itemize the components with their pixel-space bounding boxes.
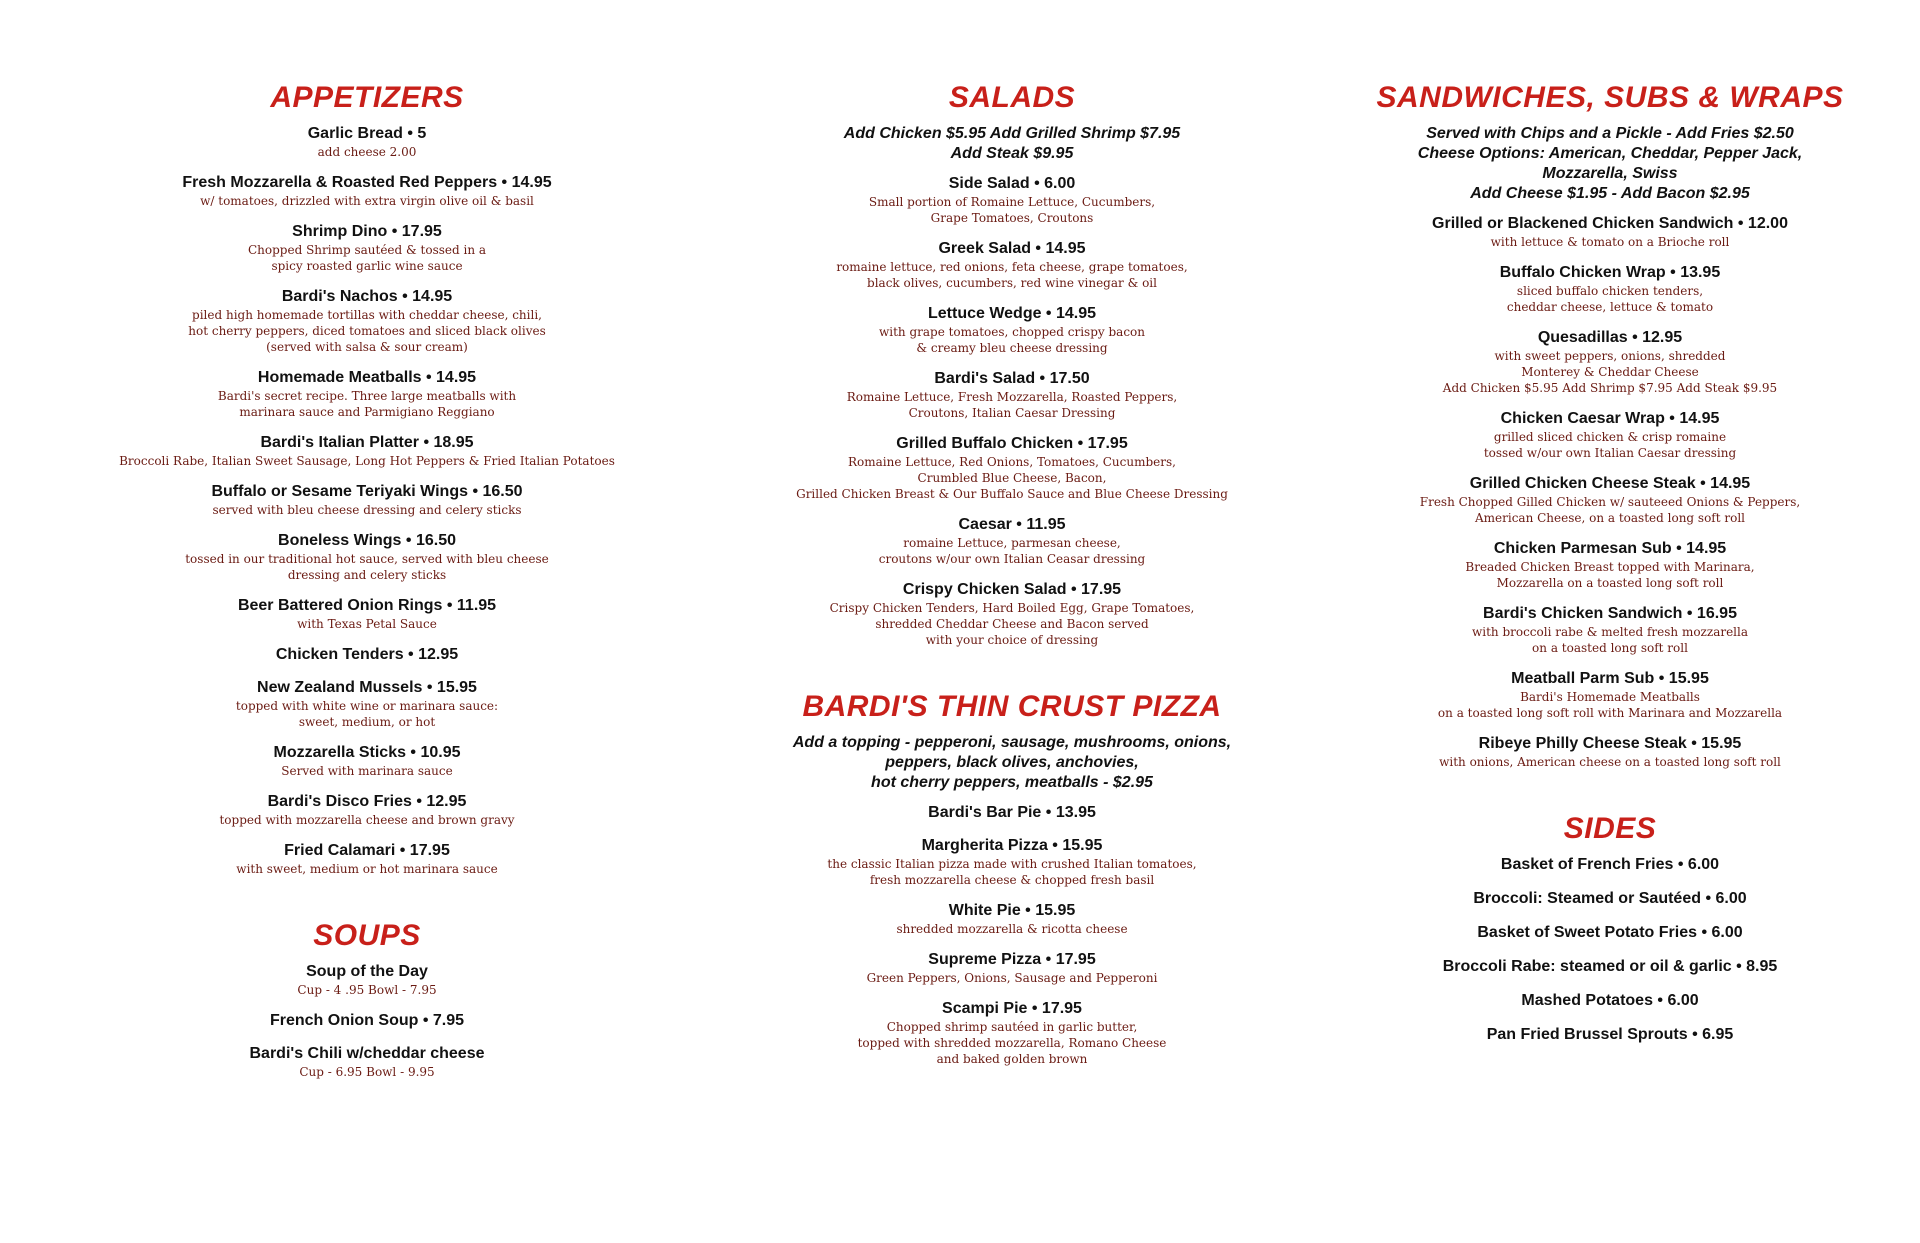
- menu-item: [732, 434, 1292, 502]
- menu-item-name: Chicken Caesar Wrap • 14.95: [1500, 410, 1720, 427]
- salads-section: [732, 80, 1292, 648]
- menu-item-name: French Onion Soup • 7.95: [269, 1012, 465, 1029]
- menu-item-name: Bardi's Chicken Sandwich • 16.95: [1483, 605, 1737, 622]
- menu-item-description: [732, 259, 1292, 291]
- description-line: shredded mozzarella & ricotta cheese: [896, 922, 1128, 936]
- soups-title: SOUPS: [313, 919, 421, 952]
- menu-item: [1330, 214, 1890, 250]
- appetizers-title: APPETIZERS: [270, 81, 464, 114]
- menu-item: [87, 482, 647, 518]
- description-line: & creamy bleu cheese dressing: [916, 341, 1108, 355]
- description-line: sweet, medium, or hot: [298, 715, 436, 729]
- description-line: Romaine Lettuce, Fresh Mozzarella, Roasted Peppers,: [846, 390, 1178, 404]
- salads-items: [732, 174, 1292, 648]
- description-line: Chopped Shrimp sautéed & tossed in a: [247, 243, 487, 257]
- description-line: Croutons, Italian Caesar Dressing: [908, 406, 1116, 420]
- menu-item-name: Shrimp Dino • 17.95: [292, 223, 442, 240]
- left-column: [87, 80, 647, 1093]
- menu-item: [87, 962, 647, 998]
- menu-item-name: Chicken Parmesan Sub • 14.95: [1493, 540, 1727, 557]
- description-line: with grape tomatoes, chopped crispy bacon: [878, 325, 1146, 339]
- menu-item: [87, 433, 647, 469]
- menu-item: [732, 950, 1292, 986]
- menu-item: [1330, 991, 1890, 1011]
- pizza-items: [732, 803, 1292, 1067]
- description-line: hot cherry peppers, diced tomatoes and sliced black olives: [188, 324, 546, 338]
- menu-item-description: [87, 551, 647, 583]
- menu-item-description: [87, 698, 647, 730]
- menu-item-description: [1330, 624, 1890, 656]
- menu-item-description: [87, 812, 647, 828]
- description-line: Bardi's secret recipe. Three large meatballs with: [217, 389, 517, 403]
- menu-item-name: Bardi's Bar Pie • 13.95: [928, 804, 1096, 821]
- description-line: croutons w/our own Italian Ceasar dressing: [878, 552, 1146, 566]
- menu-item: [732, 836, 1292, 888]
- menu-item-description: [1330, 689, 1890, 721]
- menu-item: [87, 678, 647, 730]
- description-line: shredded Cheddar Cheese and Bacon served: [875, 617, 1149, 631]
- menu-item: [1330, 1025, 1890, 1045]
- menu-item-name: Bardi's Salad • 17.50: [934, 370, 1090, 387]
- description-line: w/ tomatoes, drizzled with extra virgin olive oil & basil: [200, 194, 534, 208]
- description-line: black olives, cucumbers, red wine vinegar & oil: [867, 276, 1157, 290]
- section-note-line: Cheese Options: American, Cheddar, Pepper Jack,: [1417, 145, 1803, 162]
- menu-item: [732, 803, 1292, 823]
- menu-item-name: Caesar • 11.95: [958, 516, 1066, 533]
- pizza-note: [732, 733, 1292, 793]
- description-line: add cheese 2.00: [317, 145, 417, 159]
- description-line: with onions, American cheese on a toasted long soft roll: [1439, 755, 1781, 769]
- menu-item: [87, 368, 647, 420]
- description-line: piled high homemade tortillas with cheddar cheese, chili,: [192, 308, 542, 322]
- menu-item: [87, 531, 647, 583]
- menu-item: [87, 1011, 647, 1031]
- description-line: topped with white wine or marinara sauce:: [235, 699, 499, 713]
- menu-item-name: Basket of Sweet Potato Fries • 6.00: [1477, 924, 1743, 941]
- description-line: romaine lettuce, red onions, feta cheese, grape tomatoes,: [836, 260, 1188, 274]
- description-line: on a toasted long soft roll: [1532, 641, 1688, 655]
- menu-item-name: Grilled or Blackened Chicken Sandwich • 12.00: [1432, 215, 1788, 232]
- sandwiches-title: SANDWICHES, SUBS & WRAPS: [1376, 81, 1844, 114]
- menu-item-description: [87, 453, 647, 469]
- section-note-line: Add Cheese $1.95 - Add Bacon $2.95: [1470, 185, 1750, 202]
- menu-item-description: [732, 454, 1292, 502]
- description-line: Served with marinara sauce: [281, 764, 453, 778]
- sides-items: [1330, 855, 1890, 1045]
- menu-item-name: Garlic Bread • 5: [307, 125, 427, 142]
- menu-item-name: Grilled Buffalo Chicken • 17.95: [896, 435, 1128, 452]
- menu-item-description: [732, 600, 1292, 648]
- description-line: American Cheese, on a toasted long soft roll: [1474, 511, 1746, 525]
- menu-item-description: [87, 982, 647, 998]
- menu-item: [732, 304, 1292, 356]
- description-line: with lettuce & tomato on a Brioche roll: [1490, 235, 1730, 249]
- menu-item-name: Basket of French Fries • 6.00: [1500, 856, 1720, 873]
- menu-item-name: Side Salad • 6.00: [948, 175, 1076, 192]
- description-line: Small portion of Romaine Lettuce, Cucumbers,: [868, 195, 1156, 209]
- menu-item-description: [1330, 283, 1890, 315]
- menu-item: [87, 124, 647, 160]
- menu-item-description: [732, 389, 1292, 421]
- menu-item-name: Chicken Tenders • 12.95: [275, 646, 459, 663]
- description-line: Grilled Chicken Breast & Our Buffalo Sauce and Blue Cheese Dressing: [796, 487, 1228, 501]
- description-line: Cup - 6.95 Bowl - 9.95: [299, 1065, 435, 1079]
- menu-item: [732, 239, 1292, 291]
- menu-item: [87, 222, 647, 274]
- appetizers-section: [87, 80, 647, 877]
- description-line: dressing and celery sticks: [287, 568, 447, 582]
- menu-item-name: Bardi's Disco Fries • 12.95: [267, 793, 467, 810]
- menu-item: [732, 901, 1292, 937]
- salads-note: [732, 124, 1292, 164]
- menu-item-description: [87, 307, 647, 355]
- menu-item-name: Meatball Parm Sub • 15.95: [1511, 670, 1709, 687]
- menu-item: [87, 841, 647, 877]
- menu-item-description: [732, 324, 1292, 356]
- menu-item: [1330, 539, 1890, 591]
- sandwiches-note: [1330, 124, 1890, 204]
- menu-item-name: Fresh Mozzarella & Roasted Red Peppers • 14.95: [182, 174, 552, 191]
- description-line: Crumbled Blue Cheese, Bacon,: [917, 471, 1107, 485]
- description-line: Chopped shrimp sautéed in garlic butter,: [886, 1020, 1138, 1034]
- description-line: Breaded Chicken Breast topped with Marinara,: [1465, 560, 1755, 574]
- menu-item-description: [1330, 754, 1890, 770]
- menu-item-name: Bardi's Nachos • 14.95: [281, 288, 453, 305]
- description-line: Crispy Chicken Tenders, Hard Boiled Egg, Grape Tomatoes,: [829, 601, 1195, 615]
- menu-item-description: [732, 1019, 1292, 1067]
- sides-title: SIDES: [1563, 812, 1657, 845]
- section-note-line: Add a topping - pepperoni, sausage, mushrooms, onions,: [792, 734, 1232, 751]
- menu-item-name: Quesadillas • 12.95: [1537, 329, 1683, 346]
- menu-item-name: Ribeye Philly Cheese Steak • 15.95: [1478, 735, 1742, 752]
- description-line: (served with salsa & sour cream): [266, 340, 468, 354]
- description-line: spicy roasted garlic wine sauce: [271, 259, 463, 273]
- menu-item-name: Fried Calamari • 17.95: [284, 842, 450, 859]
- menu-item-name: New Zealand Mussels • 15.95: [257, 679, 477, 696]
- pizza-title: BARDI'S THIN CRUST PIZZA: [802, 690, 1222, 723]
- menu-item: [1330, 263, 1890, 315]
- menu-item-description: [87, 1064, 647, 1080]
- description-line: cheddar cheese, lettuce & tomato: [1506, 300, 1714, 314]
- description-line: Bardi's Homemade Meatballs: [1520, 690, 1700, 704]
- menu-item-name: Buffalo or Sesame Teriyaki Wings • 16.50: [211, 483, 523, 500]
- menu-item: [1330, 734, 1890, 770]
- menu-item-name: Broccoli Rabe: steamed or oil & garlic • 8.95: [1442, 958, 1778, 975]
- description-line: and baked golden brown: [936, 1052, 1088, 1066]
- section-note-line: hot cherry peppers, meatballs - $2.95: [871, 774, 1153, 791]
- section-note-line: Served with Chips and a Pickle - Add Fries $2.50: [1426, 125, 1794, 142]
- description-line: Mozzarella on a toasted long soft roll: [1496, 576, 1724, 590]
- menu-item-description: [87, 242, 647, 274]
- description-line: topped with shredded mozzarella, Romano Cheese: [857, 1036, 1167, 1050]
- menu-item: [1330, 604, 1890, 656]
- description-line: with sweet, medium or hot marinara sauce: [236, 862, 498, 876]
- description-line: Add Chicken $5.95 Add Shrimp $7.95 Add Steak $9.95: [1442, 381, 1778, 395]
- appetizers-items: [87, 124, 647, 877]
- menu-item: [732, 174, 1292, 226]
- description-line: with your choice of dressing: [925, 633, 1099, 647]
- menu-item-description: [1330, 234, 1890, 250]
- menu-item-name: Homemade Meatballs • 14.95: [257, 369, 477, 386]
- menu-item: [732, 369, 1292, 421]
- menu-item-description: [1330, 429, 1890, 461]
- menu-item-description: [87, 763, 647, 779]
- menu-item: [87, 645, 647, 665]
- description-line: Romaine Lettuce, Red Onions, Tomatoes, Cucumbers,: [848, 455, 1176, 469]
- description-line: Cup - 4 .95 Bowl - 7.95: [297, 983, 437, 997]
- menu-item: [732, 580, 1292, 648]
- right-column: [1330, 80, 1890, 1059]
- menu-item-description: [87, 193, 647, 209]
- description-line: Fresh Chopped Gilled Chicken w/ sauteeed Onions & Peppers,: [1419, 495, 1801, 509]
- description-line: with Texas Petal Sauce: [297, 617, 437, 631]
- pizza-section: [732, 689, 1292, 1067]
- description-line: on a toasted long soft roll with Marinara and Mozzarella: [1437, 706, 1783, 720]
- description-line: sliced buffalo chicken tenders,: [1516, 284, 1704, 298]
- description-line: tossed w/our own Italian Caesar dressing: [1483, 446, 1737, 460]
- menu-item-description: [87, 861, 647, 877]
- menu-item-description: [87, 388, 647, 420]
- menu-item-name: Broccoli: Steamed or Sautéed • 6.00: [1473, 890, 1747, 907]
- description-line: served with bleu cheese dressing and celery sticks: [212, 503, 522, 517]
- menu-item-description: [732, 856, 1292, 888]
- section-note-line: Mozzarella, Swiss: [1542, 165, 1678, 182]
- menu-item-name: Mashed Potatoes • 6.00: [1521, 992, 1699, 1009]
- menu-item: [87, 173, 647, 209]
- menu-item-description: [732, 921, 1292, 937]
- menu-item: [1330, 889, 1890, 909]
- menu-item: [87, 792, 647, 828]
- menu-item-name: Greek Salad • 14.95: [938, 240, 1086, 257]
- menu-item-name: Bardi's Italian Platter • 18.95: [260, 434, 474, 451]
- menu-item-name: Grilled Chicken Cheese Steak • 14.95: [1469, 475, 1751, 492]
- menu-item-name: Buffalo Chicken Wrap • 13.95: [1499, 264, 1721, 281]
- description-line: marinara sauce and Parmigiano Reggiano: [239, 405, 495, 419]
- menu-item: [732, 515, 1292, 567]
- menu-item: [1330, 957, 1890, 977]
- menu-item-name: Crispy Chicken Salad • 17.95: [902, 581, 1122, 598]
- description-line: Grape Tomatoes, Croutons: [930, 211, 1094, 225]
- description-line: Green Peppers, Onions, Sausage and Pepperoni: [866, 971, 1158, 985]
- menu-item-name: Supreme Pizza • 17.95: [928, 951, 1096, 968]
- menu-item-name: Scampi Pie • 17.95: [942, 1000, 1082, 1017]
- menu-item-description: [1330, 494, 1890, 526]
- section-note-line: Add Chicken $5.95 Add Grilled Shrimp $7.95: [843, 125, 1181, 142]
- description-line: tossed in our traditional hot sauce, served with bleu cheese: [185, 552, 549, 566]
- menu-item: [87, 287, 647, 355]
- description-line: with sweet peppers, onions, shredded: [1494, 349, 1726, 363]
- menu-item: [732, 999, 1292, 1067]
- description-line: topped with mozzarella cheese and brown gravy: [219, 813, 515, 827]
- menu-item: [1330, 328, 1890, 396]
- description-line: Monterey & Cheddar Cheese: [1521, 365, 1699, 379]
- soups-section: [87, 918, 647, 1080]
- menu-item-description: [732, 194, 1292, 226]
- menu-item-name: Lettuce Wedge • 14.95: [927, 305, 1097, 322]
- middle-column: [732, 80, 1292, 1080]
- menu-item-name: Margherita Pizza • 15.95: [921, 837, 1103, 854]
- menu-item-description: [1330, 559, 1890, 591]
- description-line: romaine Lettuce, parmesan cheese,: [903, 536, 1121, 550]
- menu-item-description: [1330, 348, 1890, 396]
- menu-item-name: Boneless Wings • 16.50: [278, 532, 456, 549]
- menu-item-description: [87, 616, 647, 632]
- menu-item-name: Pan Fried Brussel Sprouts • 6.95: [1486, 1026, 1734, 1043]
- description-line: grilled sliced chicken & crisp romaine: [1493, 430, 1727, 444]
- section-note-line: Add Steak $9.95: [950, 145, 1074, 162]
- menu-item: [1330, 923, 1890, 943]
- menu-item: [87, 596, 647, 632]
- salads-title: SALADS: [948, 81, 1076, 114]
- section-note-line: peppers, black olives, anchovies,: [885, 754, 1139, 771]
- sandwiches-items: [1330, 214, 1890, 770]
- description-line: the classic Italian pizza made with crushed Italian tomatoes,: [827, 857, 1197, 871]
- sandwiches-section: [1330, 80, 1890, 770]
- menu-item-name: Mozzarella Sticks • 10.95: [273, 744, 461, 761]
- menu-item-name: Soup of the Day: [306, 963, 428, 980]
- menu-item: [1330, 409, 1890, 461]
- menu-item-description: [732, 970, 1292, 986]
- sides-section: [1330, 811, 1890, 1045]
- menu-item-name: White Pie • 15.95: [948, 902, 1076, 919]
- menu-item: [87, 1044, 647, 1080]
- menu-item-description: [87, 502, 647, 518]
- menu-item-name: Bardi's Chili w/cheddar cheese: [249, 1045, 485, 1062]
- menu-item: [1330, 855, 1890, 875]
- menu-item: [1330, 669, 1890, 721]
- menu-item-name: Beer Battered Onion Rings • 11.95: [237, 597, 497, 614]
- menu-item: [87, 743, 647, 779]
- description-line: Broccoli Rabe, Italian Sweet Sausage, Long Hot Peppers & Fried Italian Potatoes: [119, 454, 615, 468]
- menu-item-description: [732, 535, 1292, 567]
- soups-items: [87, 962, 647, 1080]
- menu-item: [1330, 474, 1890, 526]
- description-line: fresh mozzarella cheese & chopped fresh basil: [869, 873, 1155, 887]
- description-line: with broccoli rabe & melted fresh mozzarella: [1471, 625, 1749, 639]
- menu-item-description: [87, 144, 647, 160]
